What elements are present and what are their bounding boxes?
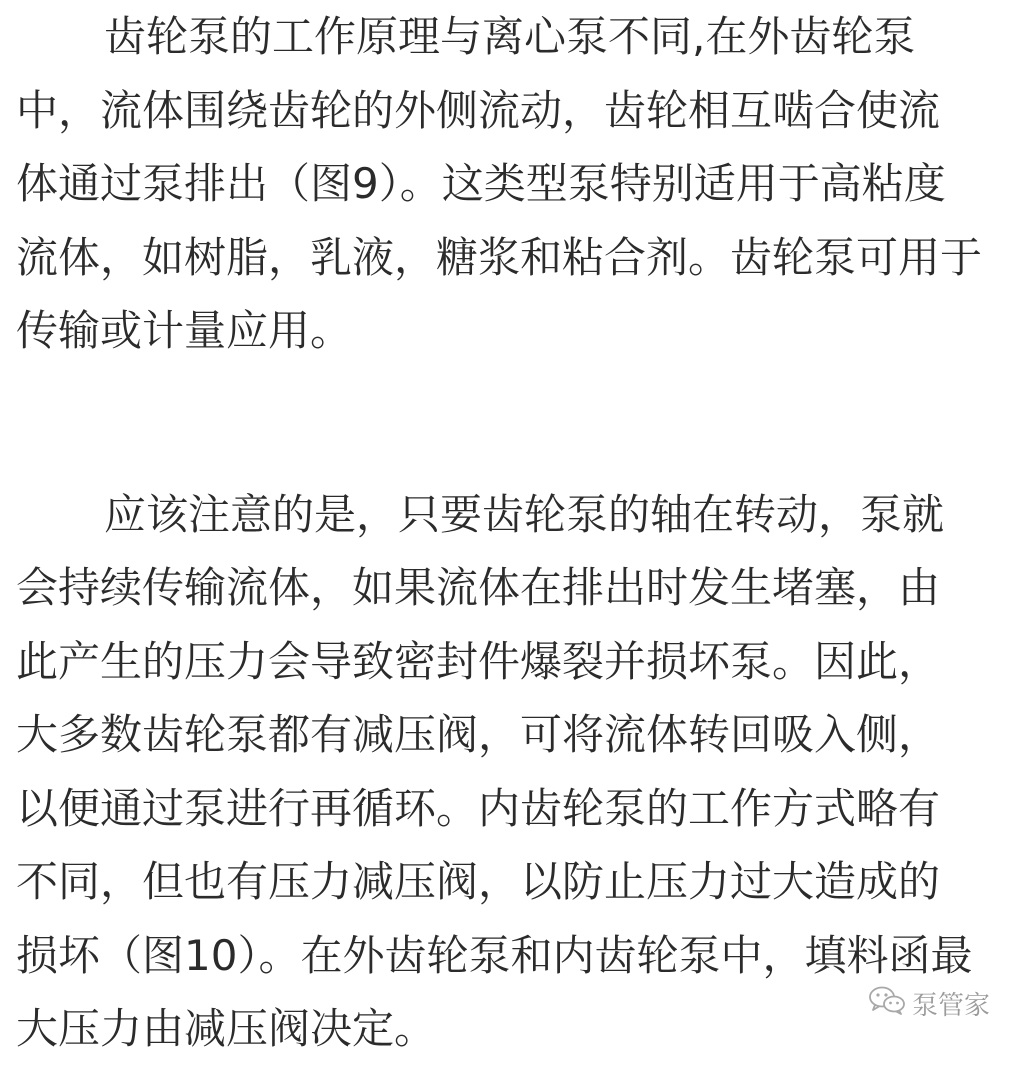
text-line: 以便通过泵进行再循环。内齿轮泵的工作方式略有 — [16, 783, 941, 833]
text-line: 流体，如树脂，乳液，糖浆和粘合剂。齿轮泵可用于 — [16, 232, 983, 282]
text-line: 传输或计量应用。 — [16, 306, 353, 355]
text-line: 应该注意的是，只要齿轮泵的轴在转动，泵就 — [104, 489, 945, 539]
watermark-label: 泵管家 — [911, 991, 990, 1021]
text-line: 大压力由减压阀决定。 — [16, 1004, 437, 1053]
paragraph-1 — [16, 0, 1008, 368]
text-line: 中，流体围绕齿轮的外侧流动，齿轮相互啮合使流 — [16, 85, 941, 135]
article-body — [16, 0, 1008, 1066]
text-line: 齿轮泵的工作原理与离心泵不同,在外齿轮泵 — [104, 12, 916, 61]
text-line: 会持续传输流体，如果流体在排出时发生堵塞，由 — [16, 563, 941, 612]
text-line: 损坏（图10）。在外齿轮泵和内齿轮泵中，填料函最 — [16, 930, 973, 980]
paragraph-2 — [16, 478, 1008, 1066]
text-line: 体通过泵排出（图9）。这类型泵特别适用于高粘度 — [16, 159, 946, 208]
text-line: 不同，但也有压力减压阀，以防止压力过大造成的 — [16, 857, 941, 906]
wechat-icon — [868, 985, 906, 1022]
text-line: 此产生的压力会导致密封件爆裂并损坏泵。因此， — [16, 636, 941, 686]
paragraph-spacer — [16, 368, 1008, 478]
text-line: 大多数齿轮泵都有减压阀，可将流体转回吸入侧， — [16, 710, 941, 759]
watermark — [868, 985, 990, 1022]
